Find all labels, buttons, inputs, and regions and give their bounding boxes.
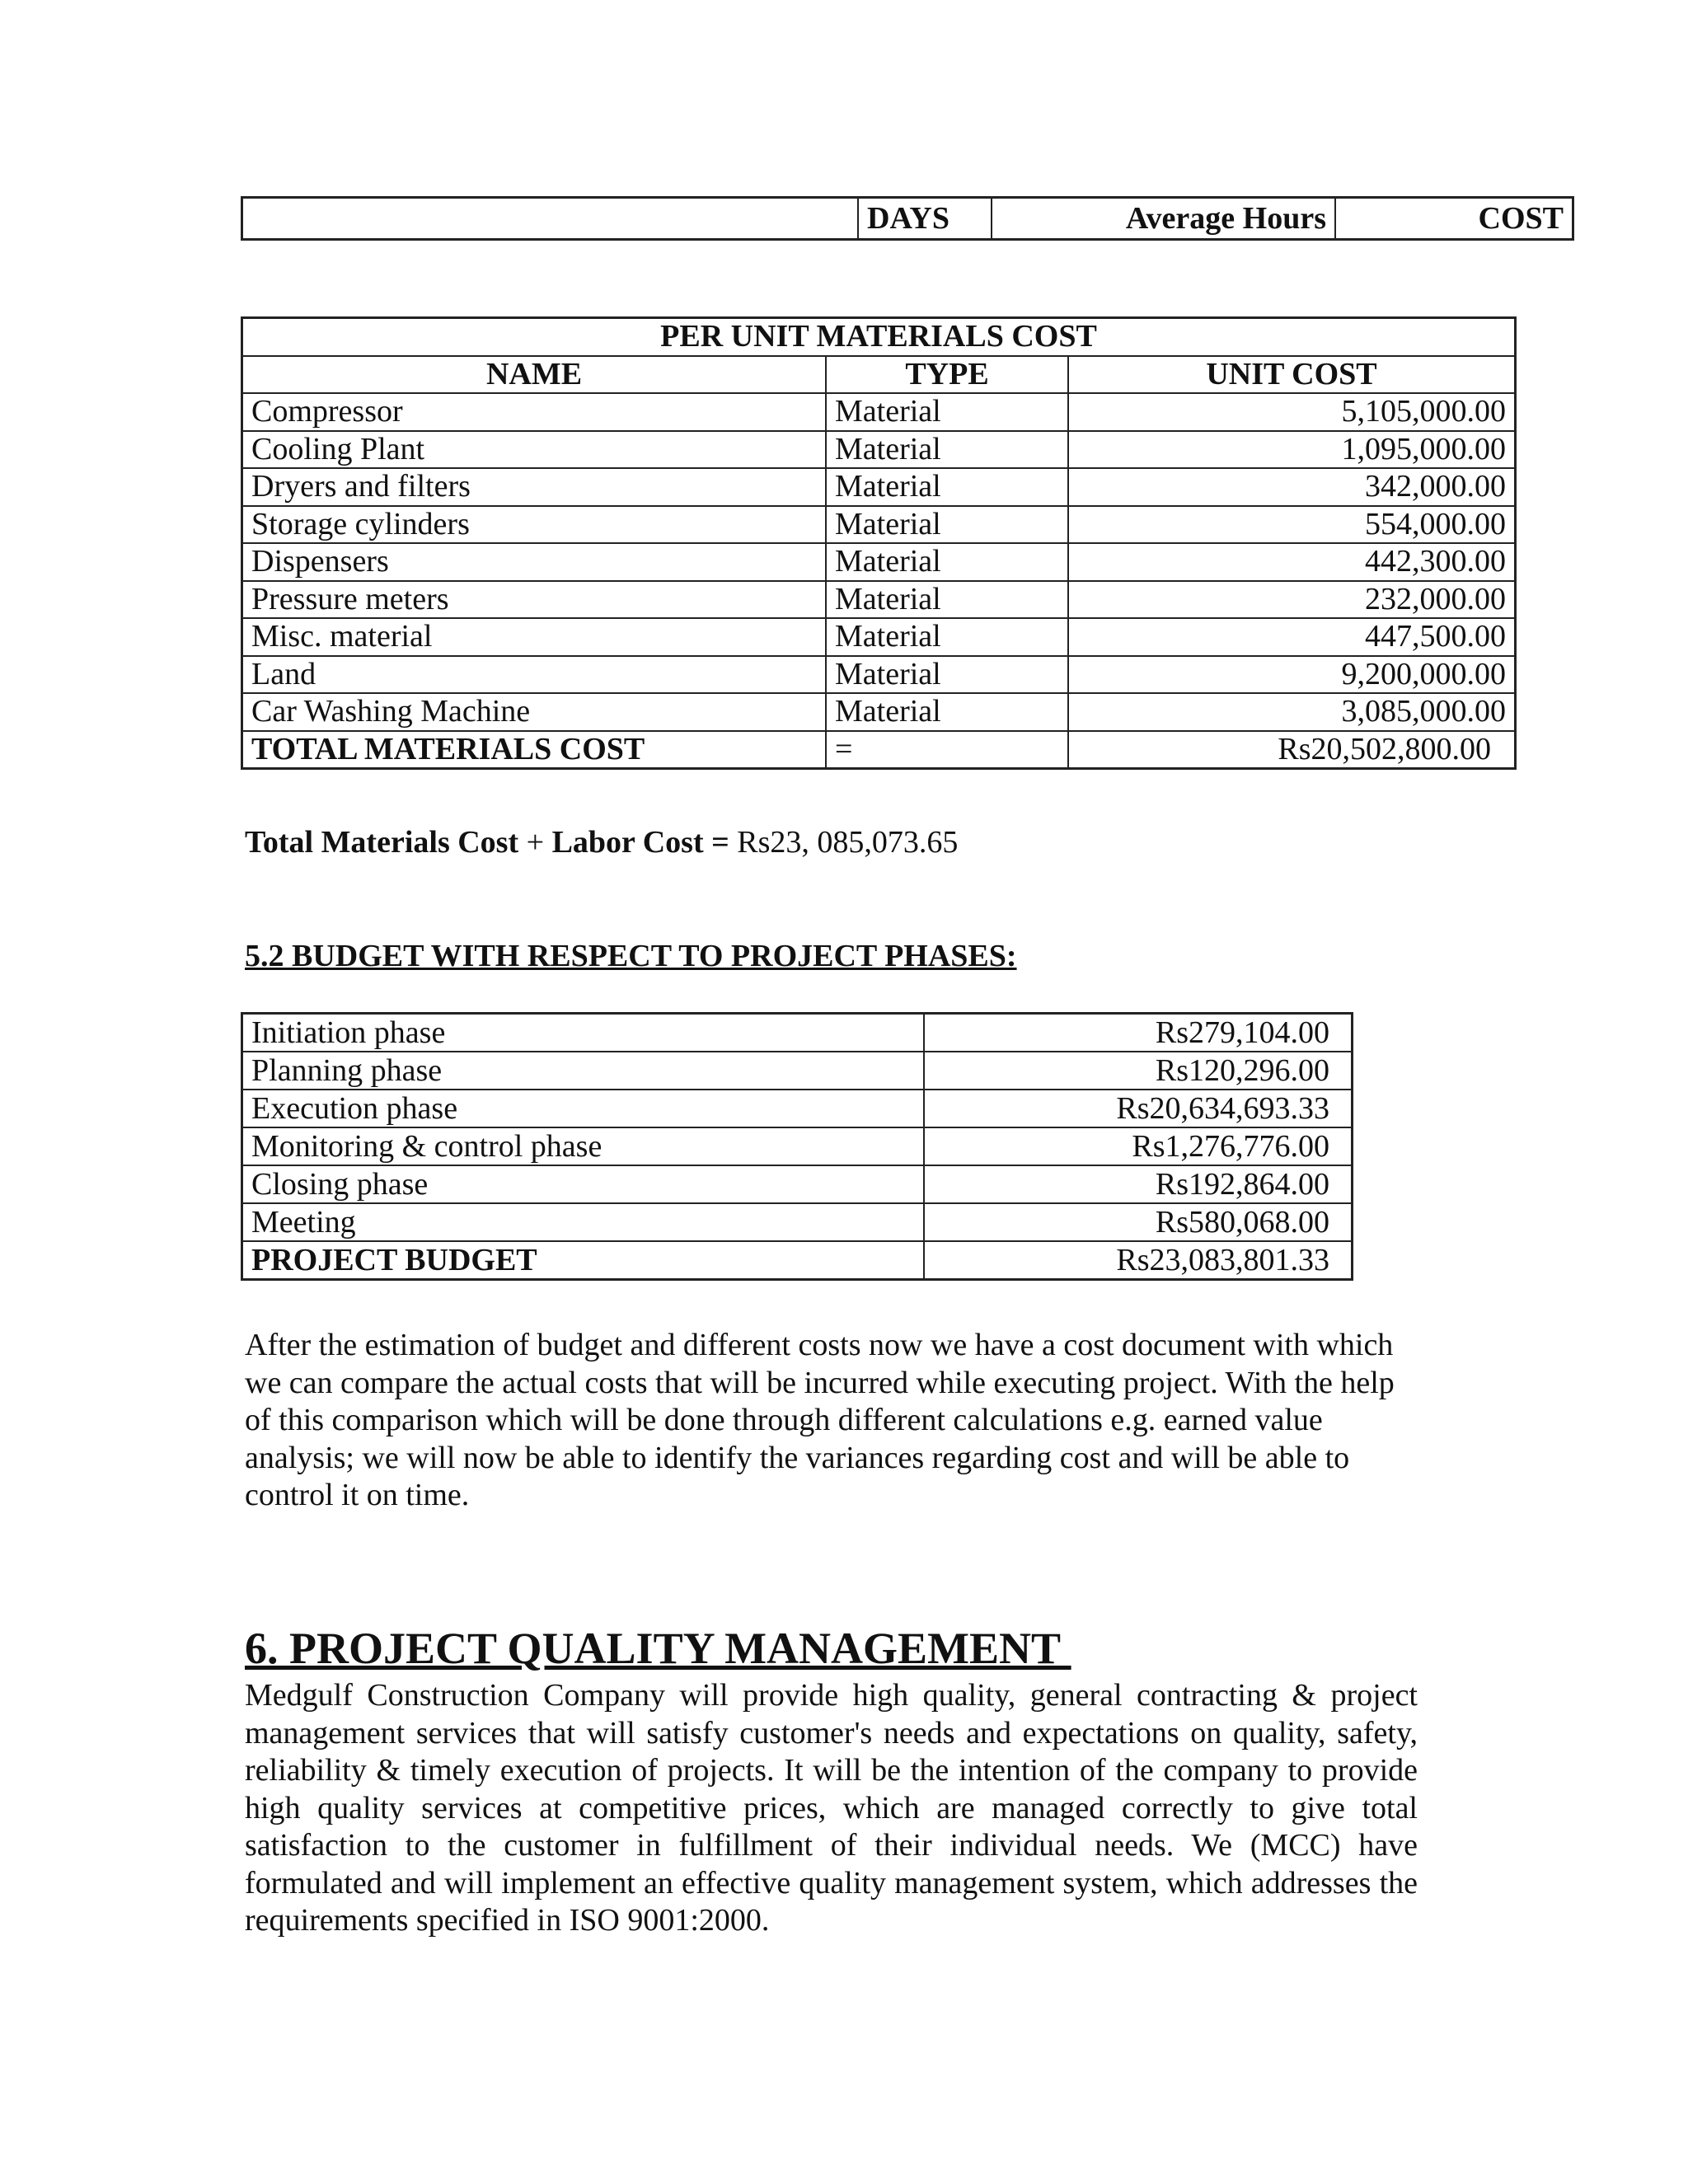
- table-total-row: [242, 1241, 1353, 1280]
- material-name: Storage cylinders: [242, 506, 827, 544]
- total-materials-sign: =: [826, 731, 1068, 769]
- phase-name: Planning phase: [242, 1052, 925, 1090]
- phase-amount: Rs120,296.00: [924, 1052, 1353, 1090]
- materials-cost-table: [241, 316, 1517, 770]
- material-type: Material: [826, 431, 1068, 469]
- table-row: [242, 393, 1516, 431]
- table-total-row: [242, 731, 1516, 769]
- budget-paragraph: After the estimation of budget and different costs now we have a cost document with which we can compare the actual costs that will be incurred while executing project. With the help of this comparison which will be done through different calculations e.g. earned value analysis; we will now be able to identify the variances regarding cost and will be able to control it on time.: [245, 1328, 1395, 1512]
- material-type: Material: [826, 656, 1068, 694]
- material-cost: 342,000.00: [1068, 468, 1516, 506]
- table-row: [242, 1127, 1353, 1165]
- labor-cost-label: Labor Cost =: [551, 825, 729, 860]
- section-5-2-heading: 5.2 BUDGET WITH RESPECT TO PROJECT PHASES:: [245, 939, 1017, 973]
- plus-sign: +: [518, 825, 552, 860]
- phase-name: Monitoring & control phase: [242, 1127, 925, 1165]
- labor-cost-header-table: [241, 196, 1574, 241]
- material-cost: 9,200,000.00: [1068, 656, 1516, 694]
- table-row: [242, 543, 1516, 581]
- material-name: Land: [242, 656, 827, 694]
- total-cost-line: [245, 824, 958, 861]
- table-row: [242, 656, 1516, 694]
- material-name: Dispensers: [242, 543, 827, 581]
- project-budget-label: PROJECT BUDGET: [242, 1241, 925, 1280]
- table-row: [242, 618, 1516, 656]
- material-name: Dryers and filters: [242, 468, 827, 506]
- table-row: [242, 1052, 1353, 1090]
- material-name: Cooling Plant: [242, 431, 827, 469]
- column-header-type: TYPE: [826, 356, 1068, 394]
- total-materials-cost-label: Total Materials Cost: [245, 825, 519, 860]
- phase-amount: Rs580,068.00: [924, 1203, 1353, 1241]
- table-title: PER UNIT MATERIALS COST: [242, 318, 1516, 356]
- material-type: Material: [826, 693, 1068, 731]
- header-cell-average-hours: Average Hours: [992, 198, 1335, 240]
- phase-amount: Rs1,276,776.00: [924, 1127, 1353, 1165]
- material-cost: 232,000.00: [1068, 581, 1516, 619]
- table-row: [242, 1014, 1353, 1052]
- material-type: Material: [826, 393, 1068, 431]
- material-type: Material: [826, 543, 1068, 581]
- material-cost: 442,300.00: [1068, 543, 1516, 581]
- table-row: [242, 198, 1573, 240]
- table-row: [242, 431, 1516, 469]
- quality-management-paragraph: Medgulf Construction Company will provide high quality, general contracting & project management services that will satisfy customer's needs and expectations on quality, safety, reliability & timely execution of projects. It will be the intention of the company to provide high quality services at competitive prices, which are managed correctly to give total satisfaction to the customer in fulfillment of their individual needs. We (MCC) have formulated and will implement an effective quality management system, which addresses the requirements specified in ISO 9001:2000.: [245, 1678, 1418, 1938]
- header-cell-cost: COST: [1335, 198, 1573, 240]
- material-cost: 1,095,000.00: [1068, 431, 1516, 469]
- table-title-row: [242, 318, 1516, 356]
- project-phases-budget-table: [241, 1012, 1353, 1281]
- header-cell-blank: [242, 198, 859, 240]
- phase-name: Execution phase: [242, 1090, 925, 1127]
- material-name: Car Washing Machine: [242, 693, 827, 731]
- column-header-unit-cost: UNIT COST: [1068, 356, 1516, 394]
- phase-name: Closing phase: [242, 1165, 925, 1203]
- phase-name: Initiation phase: [242, 1014, 925, 1052]
- phase-amount: Rs20,634,693.33: [924, 1090, 1353, 1127]
- table-header-row: [242, 356, 1516, 394]
- material-type: Material: [826, 506, 1068, 544]
- material-cost: 3,085,000.00: [1068, 693, 1516, 731]
- column-header-name: NAME: [242, 356, 827, 394]
- total-materials-label: TOTAL MATERIALS COST: [242, 731, 827, 769]
- table-row: [242, 693, 1516, 731]
- material-name: Compressor: [242, 393, 827, 431]
- table-row: [242, 506, 1516, 544]
- total-materials-value: Rs20,502,800.00: [1068, 731, 1516, 769]
- table-row: [242, 1203, 1353, 1241]
- table-row: [242, 1165, 1353, 1203]
- table-row: [242, 1090, 1353, 1127]
- phase-name: Meeting: [242, 1203, 925, 1241]
- material-type: Material: [826, 468, 1068, 506]
- material-name: Pressure meters: [242, 581, 827, 619]
- project-budget-amount: Rs23,083,801.33: [924, 1241, 1353, 1280]
- material-type: Material: [826, 581, 1068, 619]
- table-row: [242, 468, 1516, 506]
- material-cost: 554,000.00: [1068, 506, 1516, 544]
- table-row: [242, 581, 1516, 619]
- phase-amount: Rs192,864.00: [924, 1165, 1353, 1203]
- section-6-heading: 6. PROJECT QUALITY MANAGEMENT: [245, 1624, 1071, 1673]
- header-cell-days: DAYS: [858, 198, 992, 240]
- material-type: Material: [826, 618, 1068, 656]
- phase-amount: Rs279,104.00: [924, 1014, 1353, 1052]
- total-cost-value: Rs23, 085,073.65: [729, 825, 959, 860]
- material-cost: 5,105,000.00: [1068, 393, 1516, 431]
- material-name: Misc. material: [242, 618, 827, 656]
- material-cost: 447,500.00: [1068, 618, 1516, 656]
